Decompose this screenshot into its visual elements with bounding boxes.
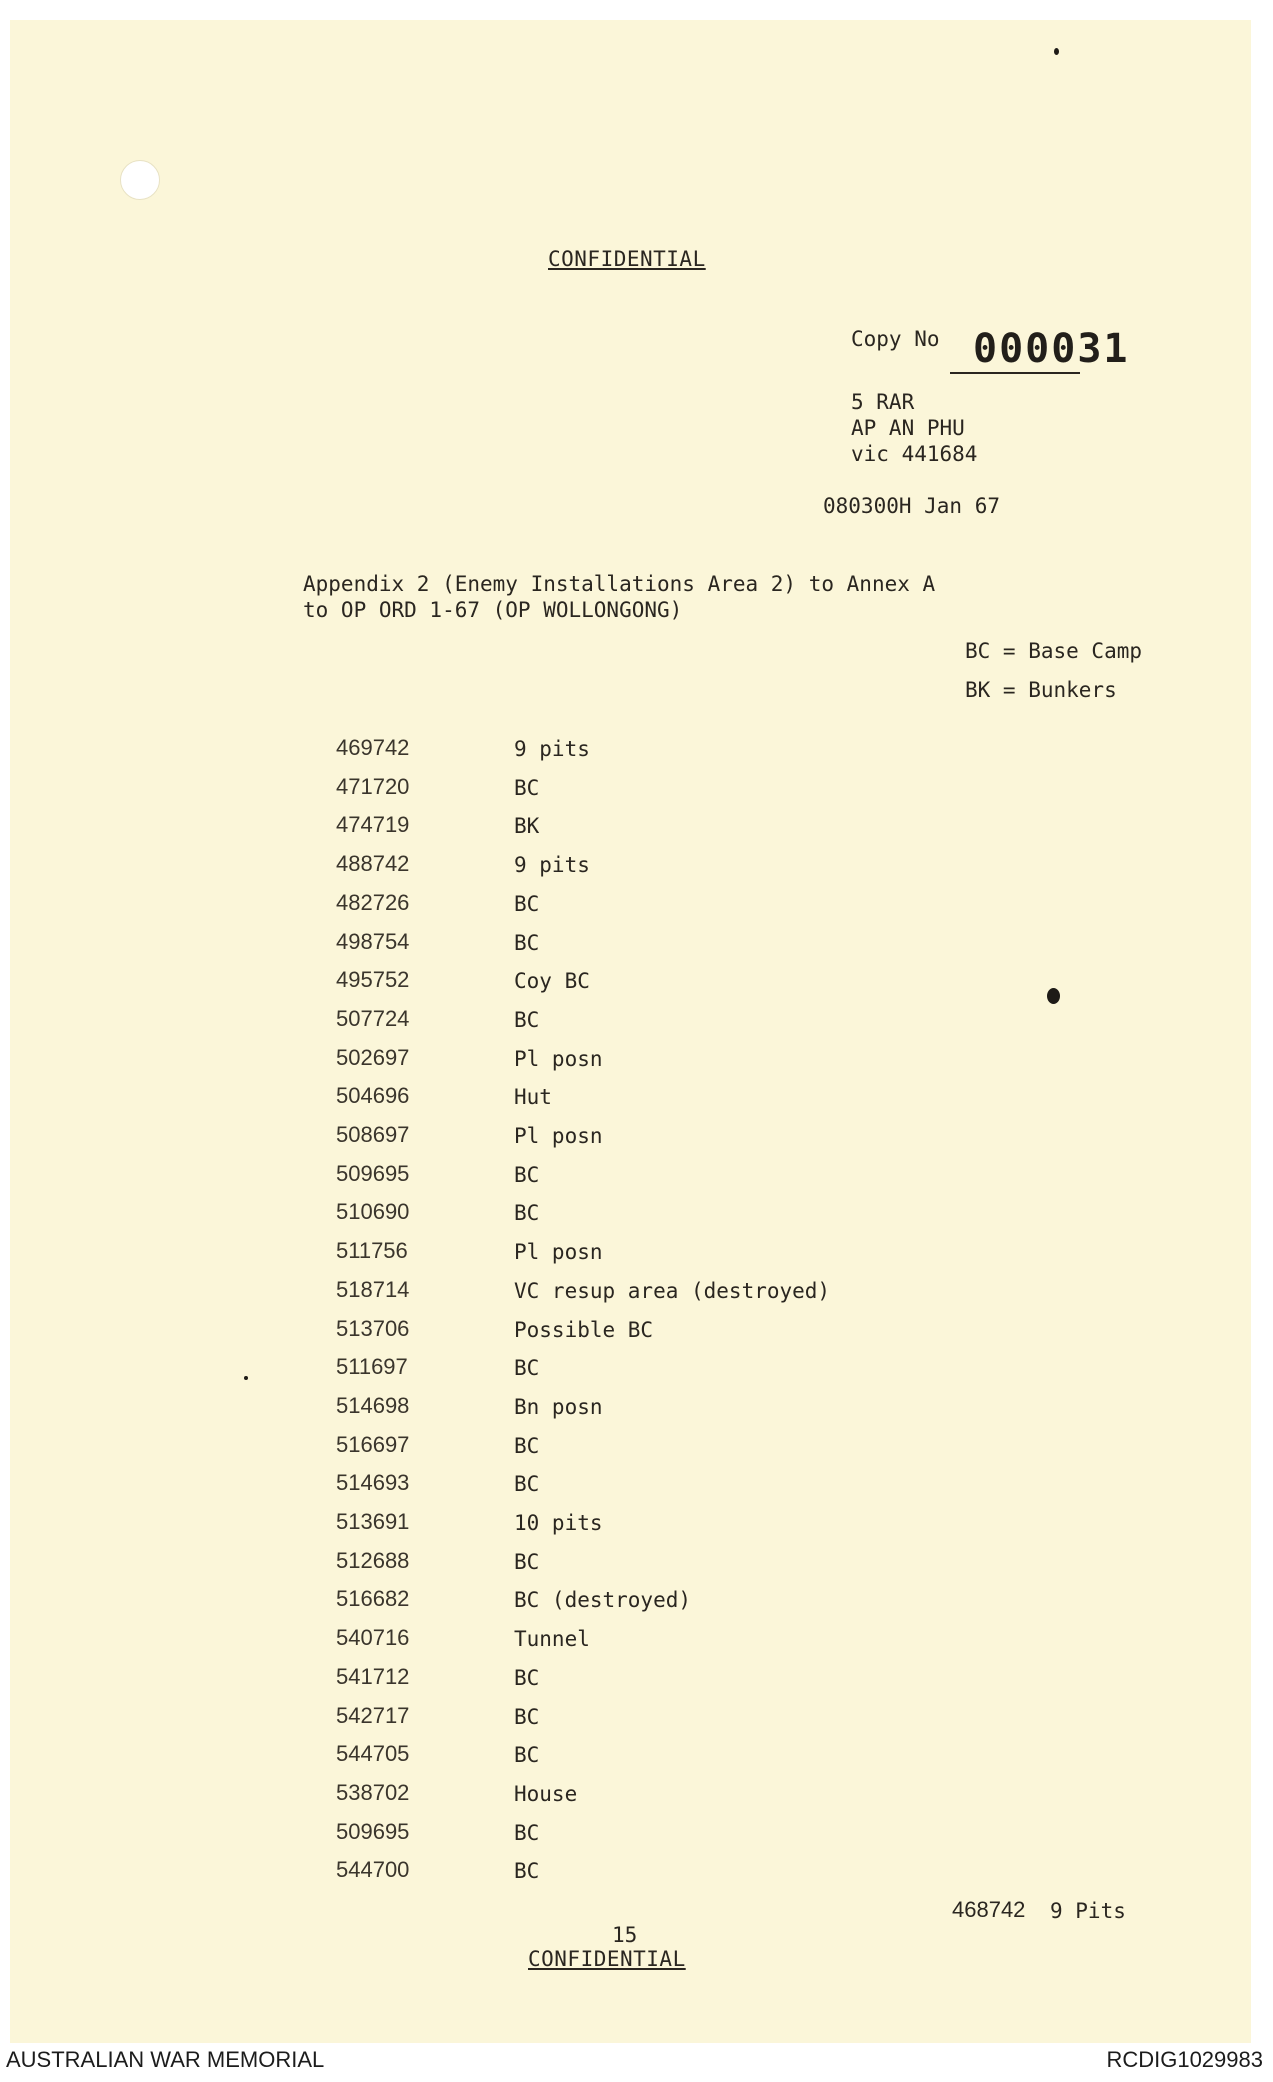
installation-grid-ref: 541712 — [336, 1663, 410, 1689]
installation-row — [336, 1045, 1036, 1083]
classification-header: CONFIDENTIAL — [548, 247, 706, 271]
installation-grid-ref: 514698 — [336, 1392, 410, 1418]
installation-description: BC — [514, 1472, 540, 1497]
installation-description: Coy BC — [514, 969, 590, 994]
installation-grid-ref: 511756 — [336, 1238, 408, 1264]
installation-description: VC resup area (destroyed) — [514, 1278, 831, 1303]
installation-grid-ref: 508697 — [336, 1122, 410, 1147]
archive-institution: AUSTRALIAN WAR MEMORIAL — [6, 2047, 325, 2072]
installation-row — [336, 735, 1036, 773]
copy-label: Copy No — [851, 327, 940, 351]
copy-number: 000031 — [973, 326, 1130, 372]
installation-description: BC — [514, 1704, 540, 1729]
installation-grid-ref: 516682 — [336, 1586, 410, 1612]
unit-name: 5 RAR — [851, 390, 915, 414]
installation-description: BC — [514, 1433, 540, 1458]
installation-row — [336, 1741, 1036, 1779]
copy-number-underline — [950, 372, 1080, 374]
installation-grid-ref: 469742 — [336, 735, 410, 760]
installation-grid-ref: 514693 — [336, 1470, 410, 1496]
installation-row — [336, 1509, 1036, 1547]
installation-grid-ref: 495752 — [336, 967, 410, 993]
punch-hole — [120, 160, 160, 200]
installation-row — [336, 774, 1036, 812]
installation-row — [336, 1857, 1036, 1895]
installation-row — [336, 1316, 1036, 1354]
installation-description: House — [514, 1781, 578, 1806]
installation-row — [336, 1664, 1036, 1702]
installation-description: BC — [514, 1859, 540, 1884]
installation-row — [336, 1006, 1036, 1044]
installation-grid-ref: 544705 — [336, 1741, 410, 1767]
installation-description: Bn posn — [514, 1394, 603, 1419]
installation-row — [336, 1819, 1036, 1857]
classification-footer: CONFIDENTIAL — [528, 1947, 686, 1971]
installation-grid-ref: 507724 — [336, 1005, 410, 1031]
installation-row — [336, 1393, 1036, 1431]
installation-description: BK — [514, 814, 540, 839]
date-time-group: 080300H Jan 67 — [823, 494, 1001, 518]
installation-grid-ref: 540716 — [336, 1625, 410, 1651]
installation-row — [336, 1703, 1036, 1741]
installation-grid-ref: 518714 — [336, 1276, 410, 1302]
installation-description: Tunnel — [514, 1627, 590, 1652]
unit-address: AP AN PHU — [851, 416, 965, 440]
extra-entry-desc: 9 Pits — [1050, 1899, 1126, 1923]
installation-description: 9 pits — [514, 737, 590, 761]
installation-grid-ref: 509695 — [336, 1818, 410, 1844]
document-title-line-2: to OP ORD 1-67 (OP WOLLONGONG) — [303, 598, 683, 622]
installation-description: BC — [514, 1162, 540, 1187]
installation-row — [336, 890, 1036, 928]
installation-grid-ref: 516697 — [336, 1431, 410, 1457]
installation-row — [336, 1122, 1036, 1160]
installation-row — [336, 929, 1036, 967]
installation-row — [336, 1780, 1036, 1818]
installation-grid-ref: 544700 — [336, 1857, 410, 1883]
installation-description: 9 pits — [514, 853, 590, 878]
ink-blot — [1047, 988, 1060, 1004]
installation-row — [336, 1432, 1036, 1470]
ink-speck — [1054, 48, 1059, 55]
installation-row — [336, 1548, 1036, 1586]
installation-row — [336, 1625, 1036, 1663]
unit-grid-ref: vic 441684 — [851, 442, 978, 466]
installation-grid-ref: 511697 — [336, 1354, 408, 1380]
installation-description: BC — [514, 1549, 540, 1574]
document-page — [10, 20, 1251, 2043]
installation-description: Pl posn — [514, 1124, 603, 1148]
installation-grid-ref: 488742 — [336, 851, 410, 877]
installation-grid-ref: 513706 — [336, 1315, 410, 1341]
installation-row — [336, 967, 1036, 1005]
installation-grid-ref: 542717 — [336, 1702, 410, 1728]
installation-grid-ref: 504696 — [336, 1083, 410, 1109]
installation-description: BC — [514, 1743, 540, 1768]
installation-row — [336, 851, 1036, 889]
installation-description: BC (destroyed) — [514, 1588, 692, 1613]
installation-row — [336, 1161, 1036, 1199]
installation-row — [336, 812, 1036, 850]
installation-description: BC — [514, 1201, 540, 1226]
installation-description: Pl posn — [514, 1240, 603, 1265]
installation-grid-ref: 538702 — [336, 1779, 410, 1805]
installation-description: Pl posn — [514, 1046, 603, 1071]
installation-description: BC — [514, 1665, 540, 1690]
installation-description: Hut — [514, 1085, 552, 1110]
installation-grid-ref: 513691 — [336, 1509, 410, 1534]
installation-row — [336, 1238, 1036, 1276]
legend-base-camp: BC = Base Camp — [965, 639, 1143, 663]
installation-description: BC — [514, 1007, 540, 1032]
installation-grid-ref: 509695 — [336, 1160, 410, 1186]
legend-bunkers: BK = Bunkers — [965, 678, 1117, 702]
installation-row — [336, 1199, 1036, 1237]
installation-description: BC — [514, 1820, 540, 1845]
installation-grid-ref: 471720 — [336, 773, 410, 799]
installation-row — [336, 1586, 1036, 1624]
installation-row — [336, 1277, 1036, 1315]
installation-grid-ref: 482726 — [336, 889, 410, 915]
page-number: 15 — [612, 1923, 638, 1947]
document-title-line-1: Appendix 2 (Enemy Installations Area 2) to Annex A — [303, 572, 936, 596]
installation-description: 10 pits — [514, 1511, 603, 1535]
installation-grid-ref: 498754 — [336, 928, 410, 954]
installation-description: Possible BC — [514, 1317, 654, 1342]
installation-grid-ref: 510690 — [336, 1199, 410, 1225]
installation-grid-ref: 512688 — [336, 1547, 410, 1573]
installation-row — [336, 1354, 1036, 1392]
installation-grid-ref: 502697 — [336, 1044, 410, 1070]
extra-entry-grid: 468742 — [952, 1897, 1026, 1922]
installation-grid-ref: 474719 — [336, 812, 410, 838]
ink-speck — [244, 1376, 248, 1380]
installation-description: BC — [514, 1356, 540, 1381]
archive-reference: RCDIG1029983 — [1106, 2047, 1263, 2072]
installation-description: BC — [514, 930, 540, 955]
installation-row — [336, 1470, 1036, 1508]
installation-description: BC — [514, 891, 540, 916]
installation-description: BC — [514, 775, 540, 800]
installation-row — [336, 1083, 1036, 1121]
